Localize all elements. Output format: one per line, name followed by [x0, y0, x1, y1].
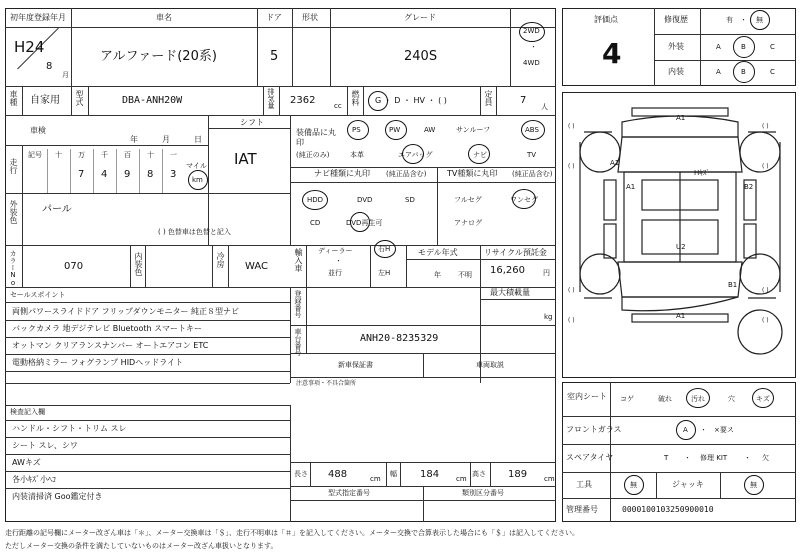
digit-header: 千 — [101, 151, 108, 159]
first-reg-label: 初年度登録年月 — [10, 13, 66, 22]
svg-text:( ): ( ) — [568, 163, 575, 170]
model-year-year: 年 — [434, 271, 441, 279]
width-cm: cm — [456, 475, 467, 483]
nav-dvd: DVD — [357, 196, 373, 204]
spare-none: 欠 — [762, 454, 769, 462]
digit-header: 記号 — [28, 151, 42, 159]
tv-fullseg: フルセグ — [454, 196, 482, 204]
inspector-line-5: 内装清掃済 Goo鑑定付き — [12, 492, 103, 501]
height-label: 高さ — [472, 470, 486, 478]
nav-note: (純正品含む) — [386, 170, 427, 178]
drive-dot: ・ — [530, 43, 537, 51]
repaint-note: ( ) 色替車は色替と記入 — [158, 228, 231, 236]
length-value: 488 — [328, 469, 348, 480]
svg-text:( ): ( ) — [568, 123, 575, 130]
nav-cd: CD — [310, 219, 321, 227]
svg-text:( ): ( ) — [568, 287, 575, 294]
width-value: 184 — [420, 469, 440, 480]
svg-text:( ): ( ) — [762, 163, 769, 170]
int-c: C — [770, 68, 775, 76]
tv-title: TV種類に丸印 — [447, 169, 498, 178]
int-b: B — [741, 68, 746, 76]
shift-label: シフト — [240, 118, 264, 127]
score-label: 評価点 — [594, 15, 618, 24]
seat-tear: 破れ — [658, 395, 672, 403]
mileage-digit: 7 — [78, 169, 85, 180]
import-dot: ・ — [335, 257, 342, 265]
vehicle-manual: 車両取説 — [476, 361, 504, 369]
control-label: 管理番号 — [566, 505, 598, 514]
name-label: 車名 — [156, 13, 172, 22]
drive-4wd: 4WD — [523, 59, 540, 67]
nav-sd: SD — [405, 196, 415, 204]
control-value: 0000100103250900010 — [622, 505, 714, 514]
seat-label: 室内シート — [567, 392, 607, 401]
jack-value: 無 — [750, 481, 757, 489]
type-no-label: 型式指定番号 — [328, 489, 370, 497]
sales-line-1: 両側パワースライドドア フリップダウンモニター 純正８型ナビ — [12, 307, 240, 316]
import-left: 左H — [378, 269, 391, 277]
recycle-value: 16,260 — [490, 265, 525, 276]
spare-t: T — [664, 454, 669, 462]
color-no-label: カラーNo. — [9, 250, 17, 295]
digit-header: 万 — [78, 151, 85, 159]
spare-kit: 修理 KIT — [700, 454, 728, 462]
footer-line-2: ただしメーター交換の条件を満たしていないものはメーター改ざん車扱いとなります。 — [5, 542, 278, 550]
month-unit: 月 — [62, 71, 69, 79]
chassis-value: ANH20-8235329 — [360, 333, 439, 344]
ext-c: C — [770, 43, 775, 51]
door-count: 5 — [270, 49, 279, 64]
equip-abs: ABS — [525, 126, 539, 134]
footer-line-1: 走行距離の記号欄にメーター改ざん車は「＊」、メーター交換車は「＄」、走行不明車は「＃」を記入してください。メーター交換で合算表示した場合にも「＄」は記入してください。 — [5, 529, 579, 537]
person-unit: 人 — [541, 103, 548, 111]
first-reg-year: H24 — [14, 38, 45, 56]
equip-pw: PW — [389, 126, 401, 134]
shaken-day: 日 — [194, 135, 202, 144]
exterior-color-label: 外装色 — [9, 200, 18, 224]
usage-value: 自家用 — [30, 95, 60, 106]
ac-value: WAC — [245, 261, 268, 272]
digit-header: 一 — [170, 151, 177, 159]
import-dealer: ディーラー — [318, 247, 353, 255]
exterior-color-value: パール — [42, 204, 72, 215]
equip-ps: PS — [352, 126, 361, 134]
nav-title: ナビ種類に丸印 — [314, 169, 370, 178]
tv-oneseg: ワンセグ — [510, 196, 538, 204]
grade-label: グレード — [404, 13, 436, 22]
height-cm: cm — [544, 475, 555, 483]
capacity-value: 7 — [520, 95, 527, 106]
km-unit: km — [192, 176, 203, 184]
usage-label: 車種 — [9, 90, 18, 106]
svg-text:( ): ( ) — [762, 317, 769, 324]
max-load-label: 最大積載量 — [490, 288, 530, 297]
shape-label: 形状 — [302, 13, 318, 22]
diagram-label-1: A1 — [676, 114, 686, 122]
repair-yes: 有 — [726, 16, 733, 24]
notes-label: 注意事項・不具合箇所 — [296, 380, 357, 387]
equip-tv: TV — [527, 151, 537, 159]
diagram-label-4: B2 — [744, 183, 754, 191]
ext-b: B — [741, 43, 746, 51]
fuel-label: 燃料 — [351, 90, 360, 106]
int-a: A — [716, 68, 721, 76]
repair-no: 無 — [756, 16, 763, 24]
inspector-line-4: 各小ｷｽﾞ小ﾍｺ — [12, 475, 56, 484]
digit-header: 十 — [55, 151, 62, 159]
repair-label: 修復歴 — [664, 15, 688, 24]
shaken-year: 年 — [130, 135, 138, 144]
repair-dot: ・ — [740, 16, 747, 24]
score-value: 4 — [602, 37, 622, 70]
shaken-label: 車検 — [30, 126, 46, 135]
exterior-grade-label: 外装 — [668, 42, 684, 51]
equip-leather: 本革 — [350, 151, 364, 159]
glass-a: A — [683, 426, 688, 434]
model-year-value: 不明 — [458, 271, 472, 279]
equip-title: 装備品に丸印 — [296, 128, 336, 148]
mile-label: マイル — [186, 162, 207, 170]
mileage-digit: 4 — [101, 169, 108, 180]
mileage-label: 走行 — [9, 158, 18, 174]
kg-unit: kg — [544, 313, 553, 321]
glass-x: ×要ス — [714, 426, 734, 434]
equip-subtitle: (純正のみ) — [296, 151, 330, 159]
inspector-label: 検査記入欄 — [10, 408, 45, 416]
mileage-digit: 8 — [147, 169, 154, 180]
spare-dot2: ・ — [744, 454, 751, 462]
diagram-label-8: Hｷｽﾞ — [694, 169, 710, 177]
sales-line-2: バックカメラ 地デジテレビ Bluetooth スマートキー — [12, 324, 202, 333]
import-parallel: 並行 — [328, 269, 342, 277]
diagram-label-6: B1 — [728, 281, 738, 289]
spare-label: スペアタイヤ — [566, 453, 614, 462]
recycle-yen: 円 — [543, 269, 550, 277]
vehicle-name: アルファード(20系) — [100, 49, 217, 64]
model-year-label: モデル年式 — [418, 248, 458, 257]
first-reg-month: 8 — [46, 61, 53, 72]
mileage-digit: 9 — [124, 169, 131, 180]
length-cm: cm — [370, 475, 381, 483]
diagram-label-2: A1 — [610, 159, 620, 167]
displacement-label: 排気量 — [267, 88, 275, 109]
tools-value: 無 — [630, 481, 637, 489]
class-no-label: 類別区分番号 — [462, 489, 504, 497]
svg-text:( ): ( ) — [568, 317, 575, 324]
svg-text:( ): ( ) — [762, 123, 769, 130]
displacement-value: 2362 — [290, 95, 316, 106]
equip-sunroof: サンルーフ — [456, 126, 491, 134]
capacity-label: 定員 — [484, 90, 493, 106]
seat-scratch: キズ — [756, 395, 770, 403]
color-no-value: 070 — [64, 261, 84, 272]
glass-dot: ・ — [700, 426, 707, 434]
import-right: 右H — [378, 245, 391, 253]
tools-label: 工具 — [576, 480, 592, 489]
width-label: 幅 — [390, 470, 397, 478]
model-label: 型式 — [75, 90, 84, 106]
interior-grade-label: 内装 — [668, 67, 684, 76]
recycle-label: リサイクル預託金 — [484, 248, 547, 257]
equip-airbag: エアバッグ — [398, 151, 433, 159]
sales-label: セールスポイント — [10, 291, 66, 299]
height-value: 189 — [508, 469, 528, 480]
interior-color-label: 内装色 — [134, 252, 143, 276]
reg-no-label: 登録番号 — [294, 290, 302, 318]
sales-line-4: 電動格納ミラー フォグランプ HIDヘッドライト — [12, 358, 183, 367]
shift-value: IAT — [234, 150, 257, 168]
door-label: ドア — [266, 13, 282, 22]
inspector-line-1: ハンドル・シフト・トリム スレ — [12, 424, 127, 433]
diagram-label-7: A1 — [676, 312, 686, 320]
diagram-label-5: U2 — [676, 243, 686, 251]
sales-line-3: オットマン クリアランスナンバー オートエアコン ETC — [12, 341, 209, 350]
cc-unit: cc — [334, 102, 342, 110]
glass-label: フロントガラス — [566, 425, 622, 434]
length-label: 長さ — [294, 470, 308, 478]
digit-header: 百 — [124, 151, 131, 159]
grade-value: 240S — [404, 49, 438, 64]
shaken-month: 月 — [162, 135, 170, 144]
inspector-line-2: シート スレ、シワ — [12, 441, 78, 450]
diagram-label-3: A1 — [626, 183, 636, 191]
digit-header: 十 — [147, 151, 154, 159]
model-value: DBA-ANH20W — [122, 95, 183, 106]
import-label: 輸入車 — [294, 248, 303, 272]
equip-navi: ナビ — [473, 151, 487, 159]
new-warranty: 新車保証書 — [338, 361, 373, 369]
seat-burn: コゲ — [620, 395, 634, 403]
jack-label: ジャッキ — [672, 480, 704, 489]
ext-a: A — [716, 43, 721, 51]
chassis-label: 車台番号 — [294, 328, 302, 356]
tv-note: (純正品含む) — [512, 170, 553, 178]
inspector-line-3: AWキズ — [12, 458, 41, 467]
equip-aw: AW — [424, 126, 436, 134]
mileage-digit: 3 — [170, 169, 177, 180]
ac-label: 冷房 — [216, 252, 225, 268]
spare-dot1: ・ — [684, 454, 691, 462]
seat-dirt: 汚れ — [691, 395, 705, 403]
seat-hole: 穴 — [728, 395, 735, 403]
fuel-options: G ・ D ・ HV ・ ( ) — [375, 96, 447, 105]
tv-analog: アナログ — [454, 219, 482, 227]
car-diagram-icon — [562, 92, 796, 378]
drive-2wd: 2WD — [523, 27, 540, 35]
svg-text:( ): ( ) — [762, 287, 769, 294]
nav-hdd: HDD — [307, 196, 324, 204]
nav-dvd-play: DVD再生可 — [346, 219, 383, 227]
